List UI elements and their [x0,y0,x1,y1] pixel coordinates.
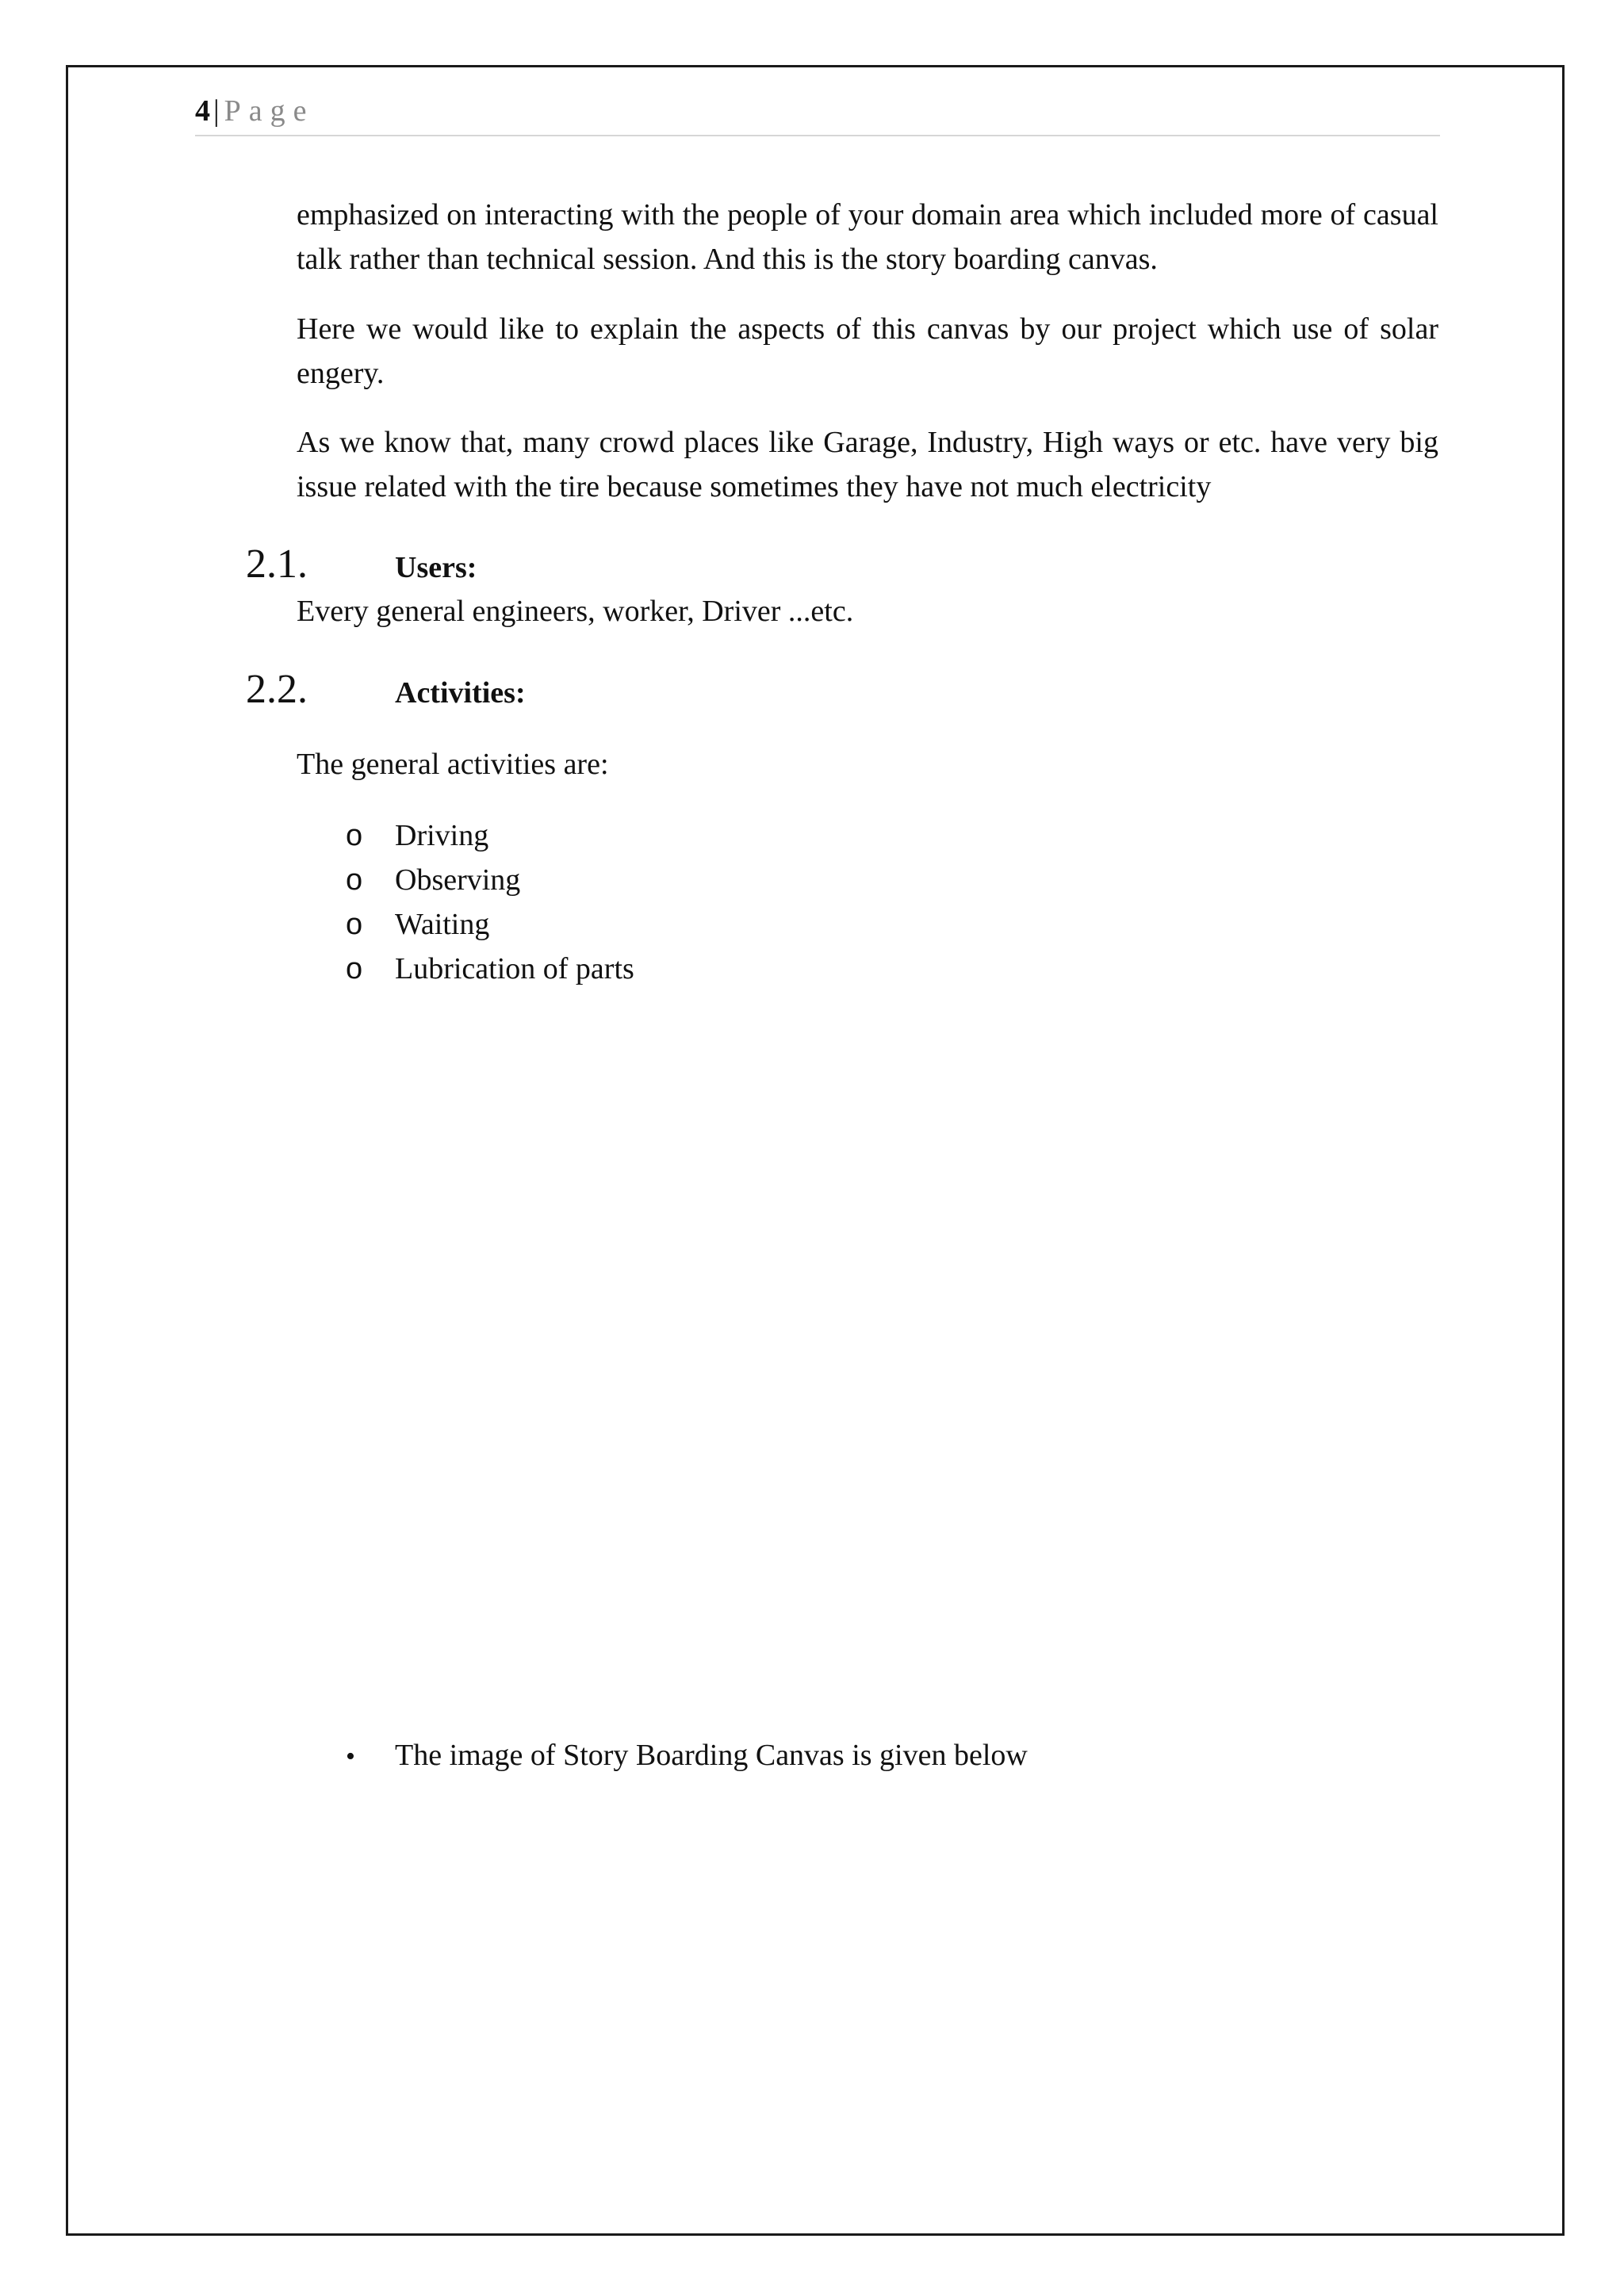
users-description: Every general engineers, worker, Driver ...etc. [297,595,854,628]
paragraph-intro: emphasized on interacting with the people of your domain area which included more of casual talk rather than technical session. And this is the story boarding canvas. [297,198,1438,276]
list-item-text: Waiting [395,908,490,941]
paragraph-canvas-aspects: Here we would like to explain the aspects of this canvas by our project which use of solar engery. [297,312,1438,390]
closing-bullet [346,1733,1028,1779]
page-number: 4 [195,94,210,128]
bullet-marker: • [346,1742,355,1771]
section-number: 2.1. [246,541,308,587]
activities-list [346,813,634,991]
section-title: Activities: [395,676,526,710]
section-number: 2.2. [246,667,308,712]
list-item [346,813,634,858]
list-marker: o [346,863,363,897]
list-item-text: Lubrication of parts [395,952,634,985]
list-marker: o [346,952,363,985]
page-label: Page [224,94,315,128]
list-item [346,947,634,991]
closing-bullet-text: The image of Story Boarding Canvas is given below [395,1739,1028,1772]
section-title: Users: [395,551,477,584]
header-separator: | [213,94,220,128]
list-item [346,902,634,947]
paragraph-problem: As we know that, many crowd places like Garage, Industry, High ways or etc. have very big issue related with the tire because sometimes they have not much electricity [297,426,1438,503]
list-marker: o [346,819,363,852]
page-header [195,94,1440,136]
activities-intro: The general activities are: [297,748,609,781]
list-marker: o [346,908,363,941]
list-item [346,858,634,902]
list-item-text: Driving [395,819,489,852]
list-item-text: Observing [395,863,521,897]
section-heading-activities [246,666,526,714]
section-heading-users [246,541,477,588]
